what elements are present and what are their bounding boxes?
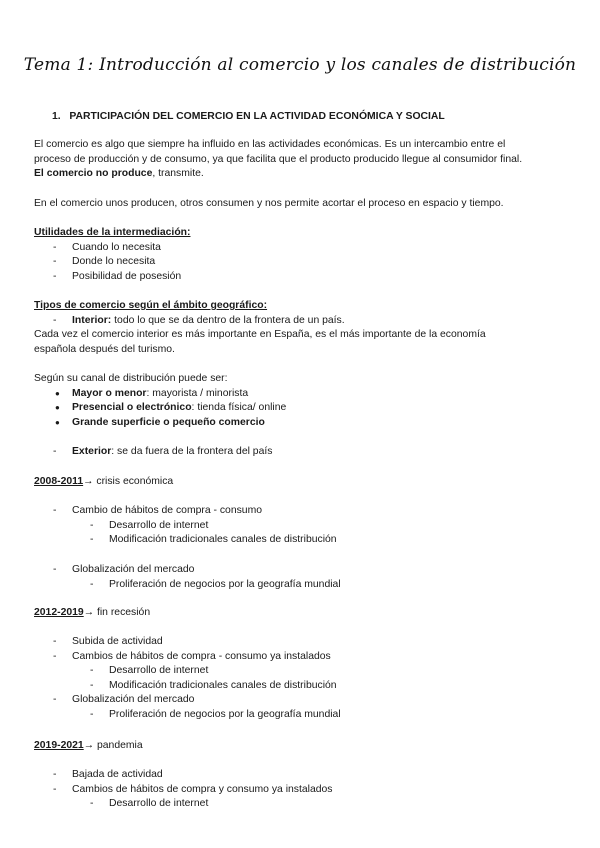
period-label: → pandemia [83, 740, 143, 751]
list-item: - Globalización del mercado [53, 564, 195, 575]
list-item: - Cambios de hábitos de compra - consumo ya instalados [53, 650, 331, 662]
period-2008-2011 [34, 475, 564, 490]
intro-bold: El comercio no produce [34, 168, 153, 180]
sub-list-item: - Proliferación de negocios por la geografía mundial [90, 578, 341, 590]
tipos-section [34, 299, 564, 357]
utilidades-title: Utilidades de la intermediación: [34, 227, 191, 238]
list-item: - Cuando lo necesita [53, 241, 161, 253]
period-range: 2012-2019 [34, 607, 84, 618]
sub-list-item: - Desarrollo de internet [90, 665, 209, 677]
bullet-icon: ● [55, 417, 60, 427]
intro-line [34, 167, 564, 182]
period-2012-2019 [34, 606, 564, 621]
period-label: → fin recesión [83, 607, 151, 618]
period-2-list [34, 635, 564, 723]
period-1-list [34, 504, 564, 548]
tipos-note: española después del turismo. [34, 343, 175, 355]
utilidades-section [34, 226, 564, 284]
intro-line: El comercio es algo que siempre ha influido en las actividades económicas. Es un intercambio entre el [34, 139, 506, 150]
bullet-item: ● Presencial o electrónico: tienda física/ online [34, 401, 564, 416]
tipos-title: Tipos de comercio según el ámbito geográfico: [34, 300, 268, 311]
paragraph-2 [34, 197, 564, 212]
page-title: Tema 1: Introducción al comercio y los canales de distribución [23, 55, 577, 75]
section-heading [52, 110, 445, 125]
sub-list-item: - Modificación tradicionales canales de distribución [90, 679, 337, 691]
period-range: 2019-2021 [34, 740, 84, 751]
list-item: - Subida de actividad [53, 636, 163, 647]
sub-list-item: - Desarrollo de internet [90, 798, 209, 810]
list-item: - Cambios de hábitos de compra y consumo ya instalados [53, 783, 333, 795]
period-1-list-2 [34, 563, 564, 592]
section-number: 1. [52, 111, 61, 122]
list-item: - Cambio de hábitos de compra - consumo [53, 505, 263, 516]
bullet-icon: ● [55, 403, 60, 413]
list-item: - Interior: todo lo que se da dentro de la frontera de un país. [53, 314, 345, 326]
section-heading-text: PARTICIPACIÓN DEL COMERCIO EN LA ACTIVIDAD ECONÓMICA Y SOCIAL [69, 111, 445, 122]
exterior-item: - Exterior: se da fuera de la frontera del país [53, 446, 273, 457]
period-range: 2008-2011 [34, 476, 84, 487]
list-item: - Posibilidad de posesión [53, 270, 182, 282]
canal-intro: Según su canal de distribución puede ser: [34, 373, 228, 384]
intro-line: proceso de producción y de consumo, ya que facilita que el producto producido llegue al consumidor final. [34, 153, 523, 165]
list-item: - Globalización del mercado [53, 694, 195, 706]
intro-paragraph [34, 138, 564, 182]
bullet-icon: ● [55, 388, 60, 398]
period-3-list [34, 768, 564, 812]
paragraph-2-text: En el comercio unos producen, otros consumen y nos permite acortar el proceso en espacio y tiempo. [34, 198, 504, 209]
period-label: → crisis económica [83, 476, 174, 487]
intro-rest: , transmite. [152, 168, 204, 180]
canal-section [34, 372, 564, 430]
sub-list-item: - Desarrollo de internet [90, 519, 209, 531]
tipos-note: Cada vez el comercio interior es más importante en España, es el más importante de la economía [34, 329, 486, 341]
bullet-item: ● Mayor o menor: mayorista / minorista [34, 387, 564, 402]
sub-list-item: - Modificación tradicionales canales de distribución [90, 534, 337, 546]
list-item: - Donde lo necesita [53, 256, 156, 268]
bullet-item: ● Grande superficie o pequeño comercio [34, 416, 564, 431]
period-2019-2021 [34, 739, 564, 754]
list-item: - Bajada de actividad [53, 769, 163, 780]
sub-list-item: - Proliferación de negocios por la geografía mundial [90, 708, 341, 720]
